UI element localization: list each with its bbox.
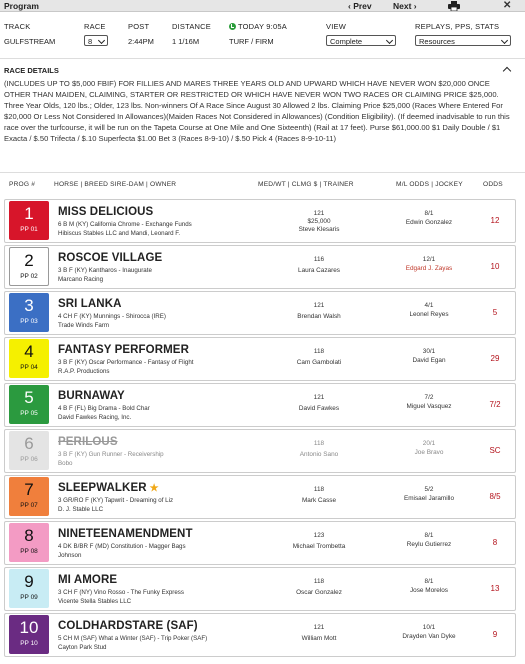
weight: 118 <box>313 578 325 585</box>
jockey: Edgard J. Zayas <box>405 265 453 272</box>
saddle-cloth <box>9 523 49 562</box>
program-number: 10 <box>19 618 39 637</box>
trainer: Cam Gambolati <box>296 359 342 366</box>
current-odds: 8/5 <box>489 492 501 501</box>
horse-name-wrapper[interactable] <box>58 482 159 494</box>
post-value: 2:44PM <box>128 37 154 46</box>
claiming-price: $25,000 <box>307 218 331 225</box>
horse-name[interactable]: ROSCOE VILLAGE <box>58 252 163 264</box>
distance-label: DISTANCE <box>172 22 211 31</box>
chevron-down-icon <box>98 37 105 44</box>
horse-breed: 6 B M (KY) California Chrome - Exchange Funds <box>58 221 192 228</box>
program-number: 2 <box>24 251 34 270</box>
jockey: Jose Morelos <box>409 587 448 594</box>
saddle-cloth <box>9 201 49 240</box>
col-odds: ODDS <box>483 181 503 188</box>
prev-label: Prev <box>353 1 372 11</box>
entry-row[interactable] <box>4 613 516 657</box>
post-position: PP 02 <box>20 273 38 280</box>
program-number: 9 <box>24 572 34 591</box>
saddle-cloth <box>9 431 49 470</box>
weight: 118 <box>313 348 325 355</box>
divider <box>0 58 525 59</box>
jockey: Joe Bravo <box>414 449 444 456</box>
view-label: VIEW <box>326 22 346 31</box>
horse-breed: 4 B F (FL) Big Drama - Bold Char <box>58 405 150 412</box>
ml-odds: 30/1 <box>422 348 436 355</box>
trainer: Antonio Sano <box>299 451 339 458</box>
ml-odds: 4/1 <box>424 302 434 309</box>
program-number: 6 <box>24 434 34 453</box>
current-odds: 8 <box>492 538 498 547</box>
current-odds: 9 <box>492 630 498 639</box>
ml-odds: 8/1 <box>424 210 434 217</box>
view-select-value: Complete <box>330 37 363 46</box>
ml-odds: 8/1 <box>424 532 434 539</box>
jockey: Leonel Reyes <box>409 311 449 318</box>
jockey: Edwin Gonzalez <box>405 219 453 226</box>
post-position: PP 08 <box>20 548 38 555</box>
horse-breed: 4 CH F (KY) Munnings - Shirocca (IRE) <box>58 313 166 320</box>
resources-select-value: Resources <box>419 37 455 46</box>
horse-owner: Cayton Park Stud <box>58 644 107 651</box>
clock-icon <box>229 23 236 30</box>
track-value: GULFSTREAM <box>4 37 56 46</box>
horse-breed: 3 B F (KY) Gun Runner - Receivership <box>58 451 164 458</box>
saddle-cloth <box>9 569 49 608</box>
horse-name[interactable]: NINETEENAMENDMENT <box>58 528 193 540</box>
ml-odds: 10/1 <box>422 624 436 631</box>
today-post-time <box>229 22 287 31</box>
col-med: MED/WT | CLMG $ | TRAINER <box>258 181 354 188</box>
horse-owner: David Fawkes Racing, Inc. <box>58 414 132 421</box>
weight: 116 <box>313 256 325 263</box>
trainer: Oscar Gonzalez <box>296 589 342 596</box>
saddle-cloth <box>9 293 49 332</box>
race-details-title: RACE DETAILS <box>4 66 59 75</box>
close-icon[interactable]: ✕ <box>503 0 512 11</box>
col-ml: M/L ODDS | JOCKEY <box>396 181 463 188</box>
weight: 118 <box>313 440 325 447</box>
program-number: 4 <box>24 342 34 361</box>
post-position: PP 06 <box>20 456 38 463</box>
program-number: 1 <box>24 204 34 223</box>
star-icon: ★ <box>149 483 159 494</box>
print-icon[interactable] <box>448 1 460 11</box>
race-details-text: (INCLUDES UP TO $5,000 FBIF) FOR FILLIES AND MARES THREE YEARS OLD AND UPWARD WHICH HAVE NEVER WON $20,000 ONCE OTHER THAN MAIDEN, CLAIMING, STARTER OR RESTRICTED OR WHICH HAVE NEVER WON TWO RACES OR CLAIMING PRICE $25,000. Three Year Olds, 120 lbs.; Older, 123 lbs. Non-winners Of A Race Since August 30 Allowed 2 lbs. Claiming Price $25,000 (Races Where Entered For $20,000 Or Less Not Considered In Allowances)(Maiden Races Not Considered in Allowances) (Condition Eligibility). (If deemed inadvisable to run this race over the turfcourse, it will be run on the Tapeta Course at One Mile and One Sixteenth) (Rail at 17 feet). Purse $61,000.00 $1 Daily Double / $1 Exacta / $.50 Trifecta / $.10 Superfecta $1.00 Bet 3 (Races 8-9-10) / $.50 Pick 4 (Races 8-9-10-11) <box>4 79 510 143</box>
distance-value: 1 1/16M <box>172 37 200 46</box>
horse-owner: Vicente Stella Stables LLC <box>58 598 132 605</box>
post-position: PP 07 <box>20 502 38 509</box>
horse-breed: 3 B F (KY) Kantharos - Inaugurate <box>58 267 152 274</box>
jockey: David Egan <box>412 357 446 364</box>
post-position: PP 01 <box>20 226 38 233</box>
current-odds: 13 <box>490 584 500 593</box>
current-odds: 29 <box>490 354 500 363</box>
chevron-down-icon <box>386 37 393 44</box>
race-select-value: 8 <box>88 37 93 46</box>
weight: 118 <box>313 486 325 493</box>
trainer: Laura Cazares <box>298 267 340 274</box>
horse-breed: 3 B F (KY) Oscar Performance - Fantasy of Flight <box>58 359 194 366</box>
entry-row[interactable] <box>4 475 516 519</box>
title-bar <box>0 0 525 12</box>
horse-breed: 5 CH M (SAF) What a Winter (SAF) - Trip Poker (SAF) <box>58 635 208 642</box>
current-odds: 12 <box>490 216 500 225</box>
horse-name[interactable]: COLDHARDSTARE (SAF) <box>58 620 198 632</box>
prev-race-button[interactable]: ‹ Prev <box>348 1 372 11</box>
current-odds: 10 <box>490 262 500 271</box>
horse-name[interactable]: MI AMORE <box>58 574 118 586</box>
program-number: 3 <box>24 296 34 315</box>
trainer: Mark Casse <box>301 497 337 504</box>
saddle-cloth <box>9 477 49 516</box>
jockey: Emisael Jaramillo <box>403 495 455 502</box>
scratched-badge: SC <box>489 446 501 455</box>
horse-owner: Hibiscus Stables LLC and Mandi, Leonard F. <box>58 230 181 237</box>
trainer: William Mott <box>301 635 337 642</box>
race-label: RACE <box>84 22 106 31</box>
horse-name[interactable]: PERILOUS <box>58 436 118 448</box>
post-position: PP 04 <box>20 364 38 371</box>
program-number: 5 <box>24 388 34 407</box>
horse-name: SLEEPWALKER <box>58 482 147 494</box>
current-odds: 7/2 <box>489 400 501 409</box>
horse-name[interactable]: BURNAWAY <box>58 390 125 402</box>
entry-row[interactable] <box>4 245 516 289</box>
today-label: TODAY 9:05A <box>238 22 287 31</box>
horse-breed: 3 CH F (NY) Vino Rosso - The Funky Express <box>58 589 184 596</box>
replays-label: REPLAYS, PPS, STATS <box>415 22 500 31</box>
chevron-down-icon <box>501 37 508 44</box>
chevron-up-icon[interactable] <box>503 67 511 75</box>
saddle-cloth <box>9 385 49 424</box>
entry-row-scratched[interactable] <box>4 429 516 473</box>
jockey: Miguel Vasquez <box>406 403 452 410</box>
entry-row[interactable] <box>4 199 516 243</box>
ml-odds: 5/2 <box>424 486 434 493</box>
horse-owner: Trade Winds Farm <box>58 322 109 329</box>
post-position: PP 10 <box>20 640 38 647</box>
weight: 121 <box>313 302 325 309</box>
weight: 121 <box>313 210 325 217</box>
col-horse: HORSE | BREED SIRE-DAM | OWNER <box>54 181 177 188</box>
divider <box>0 172 525 173</box>
horse-name[interactable]: SRI LANKA <box>58 298 122 310</box>
program-number: 7 <box>24 480 34 499</box>
entry-row[interactable] <box>4 291 516 335</box>
next-label: Next <box>393 1 412 11</box>
entry-row[interactable] <box>4 567 516 611</box>
ml-odds: 8/1 <box>424 578 434 585</box>
trainer: Steve Klesaris <box>298 226 340 233</box>
post-position: PP 03 <box>20 318 38 325</box>
post-label: POST <box>128 22 150 31</box>
horse-name[interactable]: MISS DELICIOUS <box>58 206 154 218</box>
post-position: PP 09 <box>20 594 38 601</box>
surface-value: TURF / FIRM <box>229 37 274 46</box>
horse-owner: Marcano Racing <box>58 276 104 283</box>
saddle-cloth <box>9 339 49 378</box>
next-race-button[interactable]: Next › <box>393 1 417 11</box>
race-select[interactable] <box>84 35 108 46</box>
program-number: 8 <box>24 526 34 545</box>
current-odds: 5 <box>492 308 498 317</box>
horse-owner: Bobo <box>58 460 73 467</box>
entry-row[interactable] <box>4 337 516 381</box>
jockey: Drayden Van Dyke <box>402 633 456 640</box>
view-select[interactable] <box>326 35 396 46</box>
horse-owner: Johnson <box>58 552 82 559</box>
horse-owner: R.A.P. Productions <box>58 368 110 375</box>
resources-select[interactable] <box>415 35 511 46</box>
track-label: TRACK <box>4 22 31 31</box>
horse-breed: 3 GR/RO F (KY) Tapwrit - Dreaming of Liz <box>58 497 174 504</box>
ml-odds: 7/2 <box>424 394 434 401</box>
horse-name[interactable]: FANTASY PERFORMER <box>58 344 189 356</box>
saddle-cloth <box>9 615 49 654</box>
col-prog: PROG # <box>9 181 36 188</box>
trainer: Michael Trombetta <box>292 543 346 550</box>
weight: 121 <box>313 624 325 631</box>
jockey: Reylu Gutierrez <box>406 541 452 548</box>
entry-row[interactable] <box>4 521 516 565</box>
post-position: PP 05 <box>20 410 38 417</box>
entry-row[interactable] <box>4 383 516 427</box>
horse-breed: 4 DK B/BR F (MD) Constitution - Magger Bags <box>58 543 186 550</box>
saddle-cloth <box>9 247 49 286</box>
horse-owner: D. J. Stable LLC <box>58 506 104 513</box>
ml-odds: 12/1 <box>422 256 436 263</box>
trainer: Brendan Walsh <box>297 313 341 320</box>
trainer: David Fawkes <box>298 405 340 412</box>
weight: 123 <box>313 532 325 539</box>
weight: 121 <box>313 394 325 401</box>
ml-odds: 20/1 <box>422 440 436 447</box>
page-title: Program <box>4 1 39 11</box>
